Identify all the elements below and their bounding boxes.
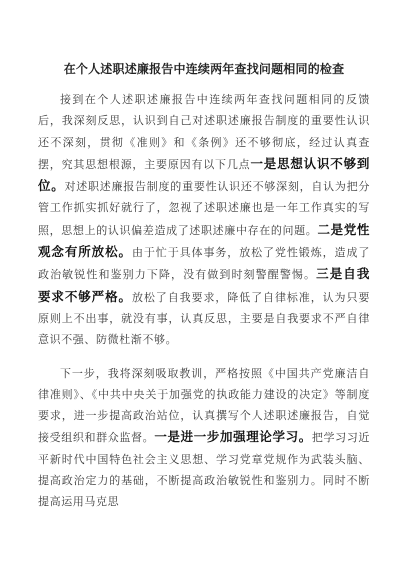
paragraph-analysis	[38, 89, 370, 351]
para1-text-one: 对述职述廉报告制度的重要性认识还不够深刻，自认为把分管工作抓实抓好就行了，忽视了述职述廉也是一年工作真实的写照，思想上的认识偏差造成了述职述廉中存在的问题。	[38, 180, 370, 237]
para1-heading-one: 一是思想认识不够到位。	[38, 155, 370, 194]
para1-heading-three: 三是自我要求不够严格。	[38, 266, 370, 304]
para1-heading-two: 二是党性观念有所放松。	[38, 221, 371, 260]
para1-text-intro: 接到在个人述职述廉报告中连续两年查找问题相同的反馈后，我深刻反思，认识到自己对述职述廉报告制度的重要性认识还不深刻，贯彻《准则》和《条例》还不够彻底，经过认真查摆，究其思想根源，主要原因有以下几点	[38, 93, 370, 171]
para2-heading-one: 一是进一步加强理论学习。	[154, 429, 312, 445]
para1-text-three: 放松了自我要求，降低了自律标准，认为只要原则上不出事，就没有事，认真反思，主要是自我要求不严自律意识不强、防微杜渐不够。	[38, 290, 370, 347]
para2-text-one: 把学习习近平新时代中国特色社会主义思想、学习党章党规作为武装头脑、提高政治定力的基础，不断提高政治敏锐性和鉴别力。同时不断提高运用马克思	[38, 431, 371, 509]
document-title: 在个人述职述廉报告中连续两年查找问题相同的检查	[63, 62, 345, 76]
para1-text-two: 由于忙于具体事务，放松了党性锻炼，造成了政治敏锐性和鉴别力下降，没有做到时刻警醒警惕。	[38, 246, 370, 282]
paragraph-next-steps	[38, 363, 370, 513]
para2-text-intro: 下一步，我将深刻吸取教训，严格按照《中国共产党廉洁自律准则》、《中共中央关于加强党的执政能力建设的决定》等制度要求，进一步提高政治站位，认真撰写个人述职述廉报告，自觉接受组织和群众监督。	[38, 366, 370, 445]
